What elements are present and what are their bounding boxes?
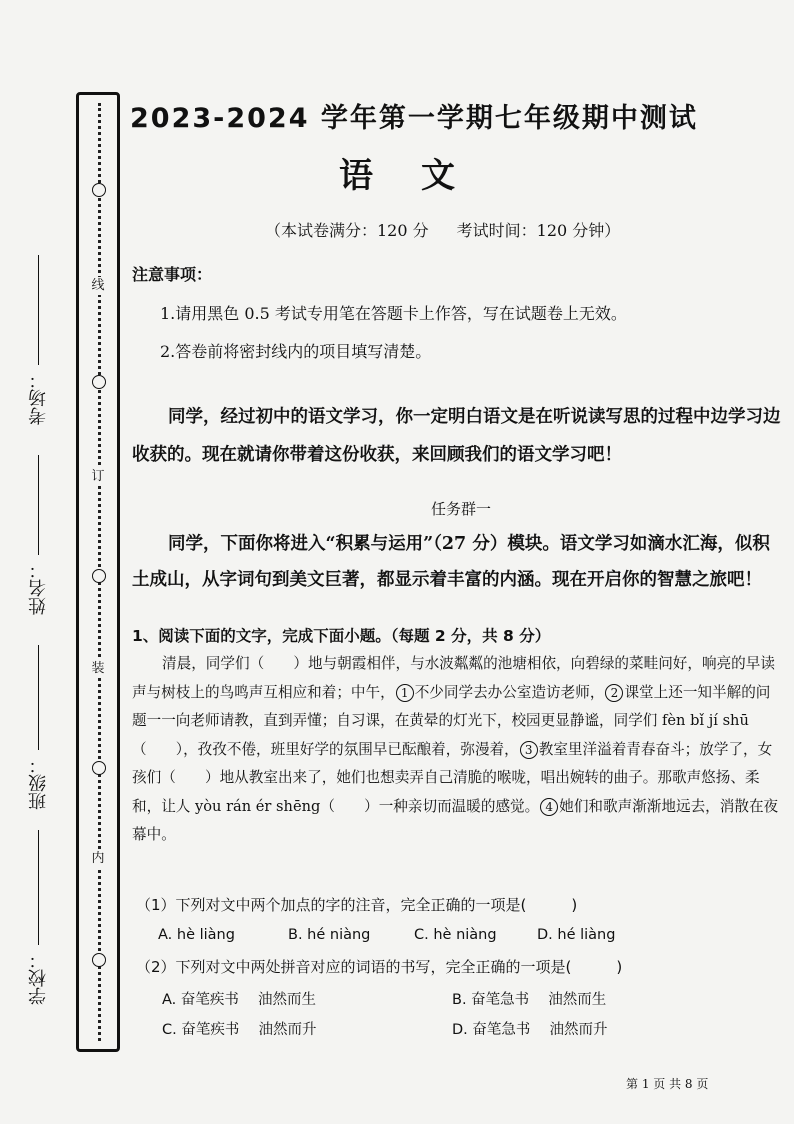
circled-number: 1 <box>396 684 414 702</box>
seal-mark-zhuang: 装 <box>87 660 109 678</box>
passage-text: 清晨，同学们（ ）地与朝霞相伴，与水波粼粼的池塘相依，向碧绿的菜畦问好，响亮的早读声与树枝上的鸟鸣声互相应和着；中午， <box>132 655 775 701</box>
task-intro: 同学，下面你将进入“积累与运用”（27 分）模块。语文学习如滴水汇海，似积土成山，从字词句到美文巨著，都显示着丰富的内涵。现在开启你的智慧之旅吧！ <box>132 534 770 590</box>
option-d[interactable]: D. hé liàng <box>537 927 616 943</box>
class-blank[interactable] <box>39 645 40 750</box>
school-label: 学校： <box>28 951 49 1005</box>
passage-text: 课堂上还一知半解的问题一一向老师请教，直到弄懂；自习课，在黄晕的灯光下，校园更显静谧，同学们 fèn bǐ jí shū（ ），孜孜不倦，班里好学的氛围早已酝酿着，弥漫着， <box>132 683 771 758</box>
seal-mark-nei: 内 <box>87 850 109 868</box>
option-a[interactable]: A. hè liàng <box>158 927 235 943</box>
option-d[interactable]: D. 奋笔急书 油然而升 <box>452 1022 608 1038</box>
page-number: 第 1 页 共 8 页 <box>626 1077 709 1091</box>
notice-item: 2.答卷前将密封线内的项目填写清楚。 <box>160 342 432 361</box>
exam-room-field[interactable] <box>24 255 54 425</box>
school-field[interactable] <box>24 830 54 1005</box>
passage-text: 她们和歌声渐渐地远去，消散在夜幕中。 <box>132 797 779 843</box>
circled-number: 2 <box>605 684 623 702</box>
option-b[interactable]: B. hé niàng <box>288 927 371 943</box>
punch-hole-icon <box>92 375 106 389</box>
sub-question-1: （1）下列对文中两个加点的字的注音，完全正确的一项是( ) <box>136 896 578 914</box>
exam-room-blank[interactable] <box>39 255 40 365</box>
passage-text: 不少同学去办公室造访老师， <box>414 683 605 701</box>
notice-item: 1.请用黑色 0.5 考试专用笔在答题卡上作答，写在试题卷上无效。 <box>160 304 627 323</box>
sub-question-2: （2）下列对文中两处拼音对应的词语的书写，完全正确的一项是( ) <box>136 958 623 976</box>
reading-passage <box>132 650 780 850</box>
punch-hole-icon <box>92 953 106 967</box>
circled-number: 3 <box>520 741 538 759</box>
exam-room-label: 考场： <box>28 371 49 425</box>
passage-text: 教室里洋溢着青春奋斗；放学了，女孩们（ ）地从教室出来了，她们也想卖弄自己清脆的喉咙，唱出婉转的曲子。那歌声悠扬、柔和，让人 yòu rán ér shēng（ ）一种亲切而温暖的感觉。 <box>132 740 773 815</box>
exam-meta <box>265 218 620 241</box>
option-a[interactable]: A. 奋笔疾书 油然而生 <box>162 992 316 1008</box>
exam-time: 考试时间：120 分钟） <box>456 221 621 240</box>
option-c[interactable]: C. 奋笔疾书 油然而升 <box>162 1022 317 1038</box>
seal-mark-xian: 线 <box>87 277 109 295</box>
option-b[interactable]: B. 奋笔急书 油然而生 <box>452 992 607 1008</box>
punch-hole-icon <box>92 761 106 775</box>
question-1-prompt: 1、阅读下面的文字，完成下面小题。（每题 2 分，共 8 分） <box>132 627 551 645</box>
name-label: 姓名： <box>28 561 49 615</box>
school-blank[interactable] <box>39 830 40 945</box>
exam-title: 2023-2024 学年第一学期七年级期中测试 <box>130 103 698 134</box>
binding-strip <box>76 92 120 1052</box>
punch-hole-icon <box>92 569 106 583</box>
intro-paragraph: 同学，经过初中的语文学习，你一定明白语文是在听说读写思的过程中边学习边收获的。现在就请你带着这份收获，来回顾我们的语文学习吧！ <box>132 407 781 465</box>
class-field[interactable] <box>24 640 54 810</box>
notice-heading: 注意事项： <box>132 265 213 284</box>
name-field[interactable] <box>24 455 54 615</box>
class-label: 班级： <box>28 756 49 810</box>
seal-mark-ding: 订 <box>87 468 109 486</box>
full-score: （本试卷满分：120 分 <box>265 221 429 240</box>
subject-title: 语文 <box>339 156 503 196</box>
task-group-title: 任务群一 <box>430 500 491 518</box>
circled-number: 4 <box>540 798 558 816</box>
option-c[interactable]: C. hè niàng <box>414 927 497 943</box>
